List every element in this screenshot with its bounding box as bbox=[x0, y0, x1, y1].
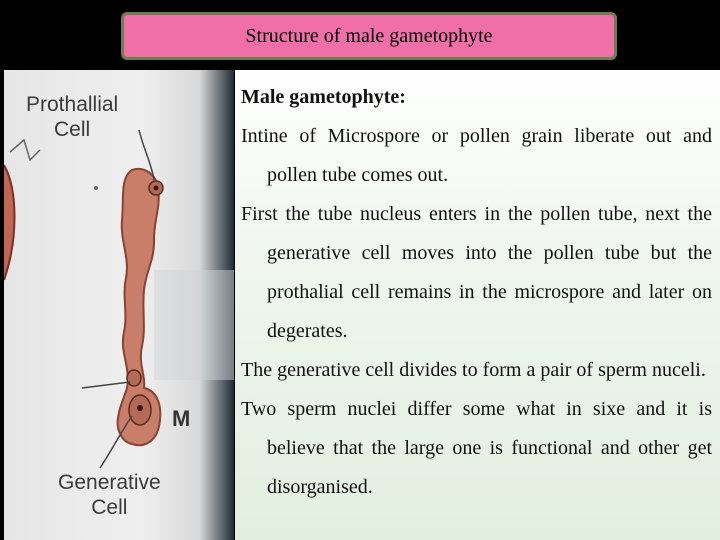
content-panel bbox=[235, 70, 720, 540]
paragraph-1 bbox=[241, 117, 712, 195]
paragraph-3 bbox=[241, 351, 712, 390]
label-cell-bottom: Cell bbox=[91, 496, 128, 519]
generative-cell-label bbox=[58, 470, 161, 520]
label-cell-top: Cell bbox=[54, 118, 91, 141]
figure-m-label: M bbox=[172, 406, 191, 431]
label-generative: Generative bbox=[58, 471, 161, 494]
pollen-tube-figure bbox=[4, 70, 234, 540]
paragraph-3-text: The generative cell divides to form a pair of sperm nuceli. bbox=[241, 359, 706, 381]
prothallial-cell-label bbox=[26, 92, 118, 142]
paragraph-4-text: Two sperm nuclei differ some what in sixe and it is believe that the large one is functional and other get disorganised. bbox=[241, 398, 712, 498]
slide-title: Structure of male gametophyte bbox=[245, 24, 493, 47]
slide-title-box bbox=[121, 12, 617, 60]
paragraph-4 bbox=[241, 390, 712, 507]
label-prothallial: Prothallial bbox=[26, 93, 119, 116]
paragraph-2-text: First the tube nucleus enters in the pollen tube, next the generative cell moves into the pollen tube but the prothalial cell remains in the microspore and later on degerates. bbox=[241, 203, 712, 342]
content-heading: Male gametophyte: bbox=[241, 86, 406, 108]
paragraph-2 bbox=[241, 195, 712, 351]
paragraph-1-text: Intine of Microspore or pollen grain liberate out and pollen tube comes out. bbox=[241, 125, 712, 186]
